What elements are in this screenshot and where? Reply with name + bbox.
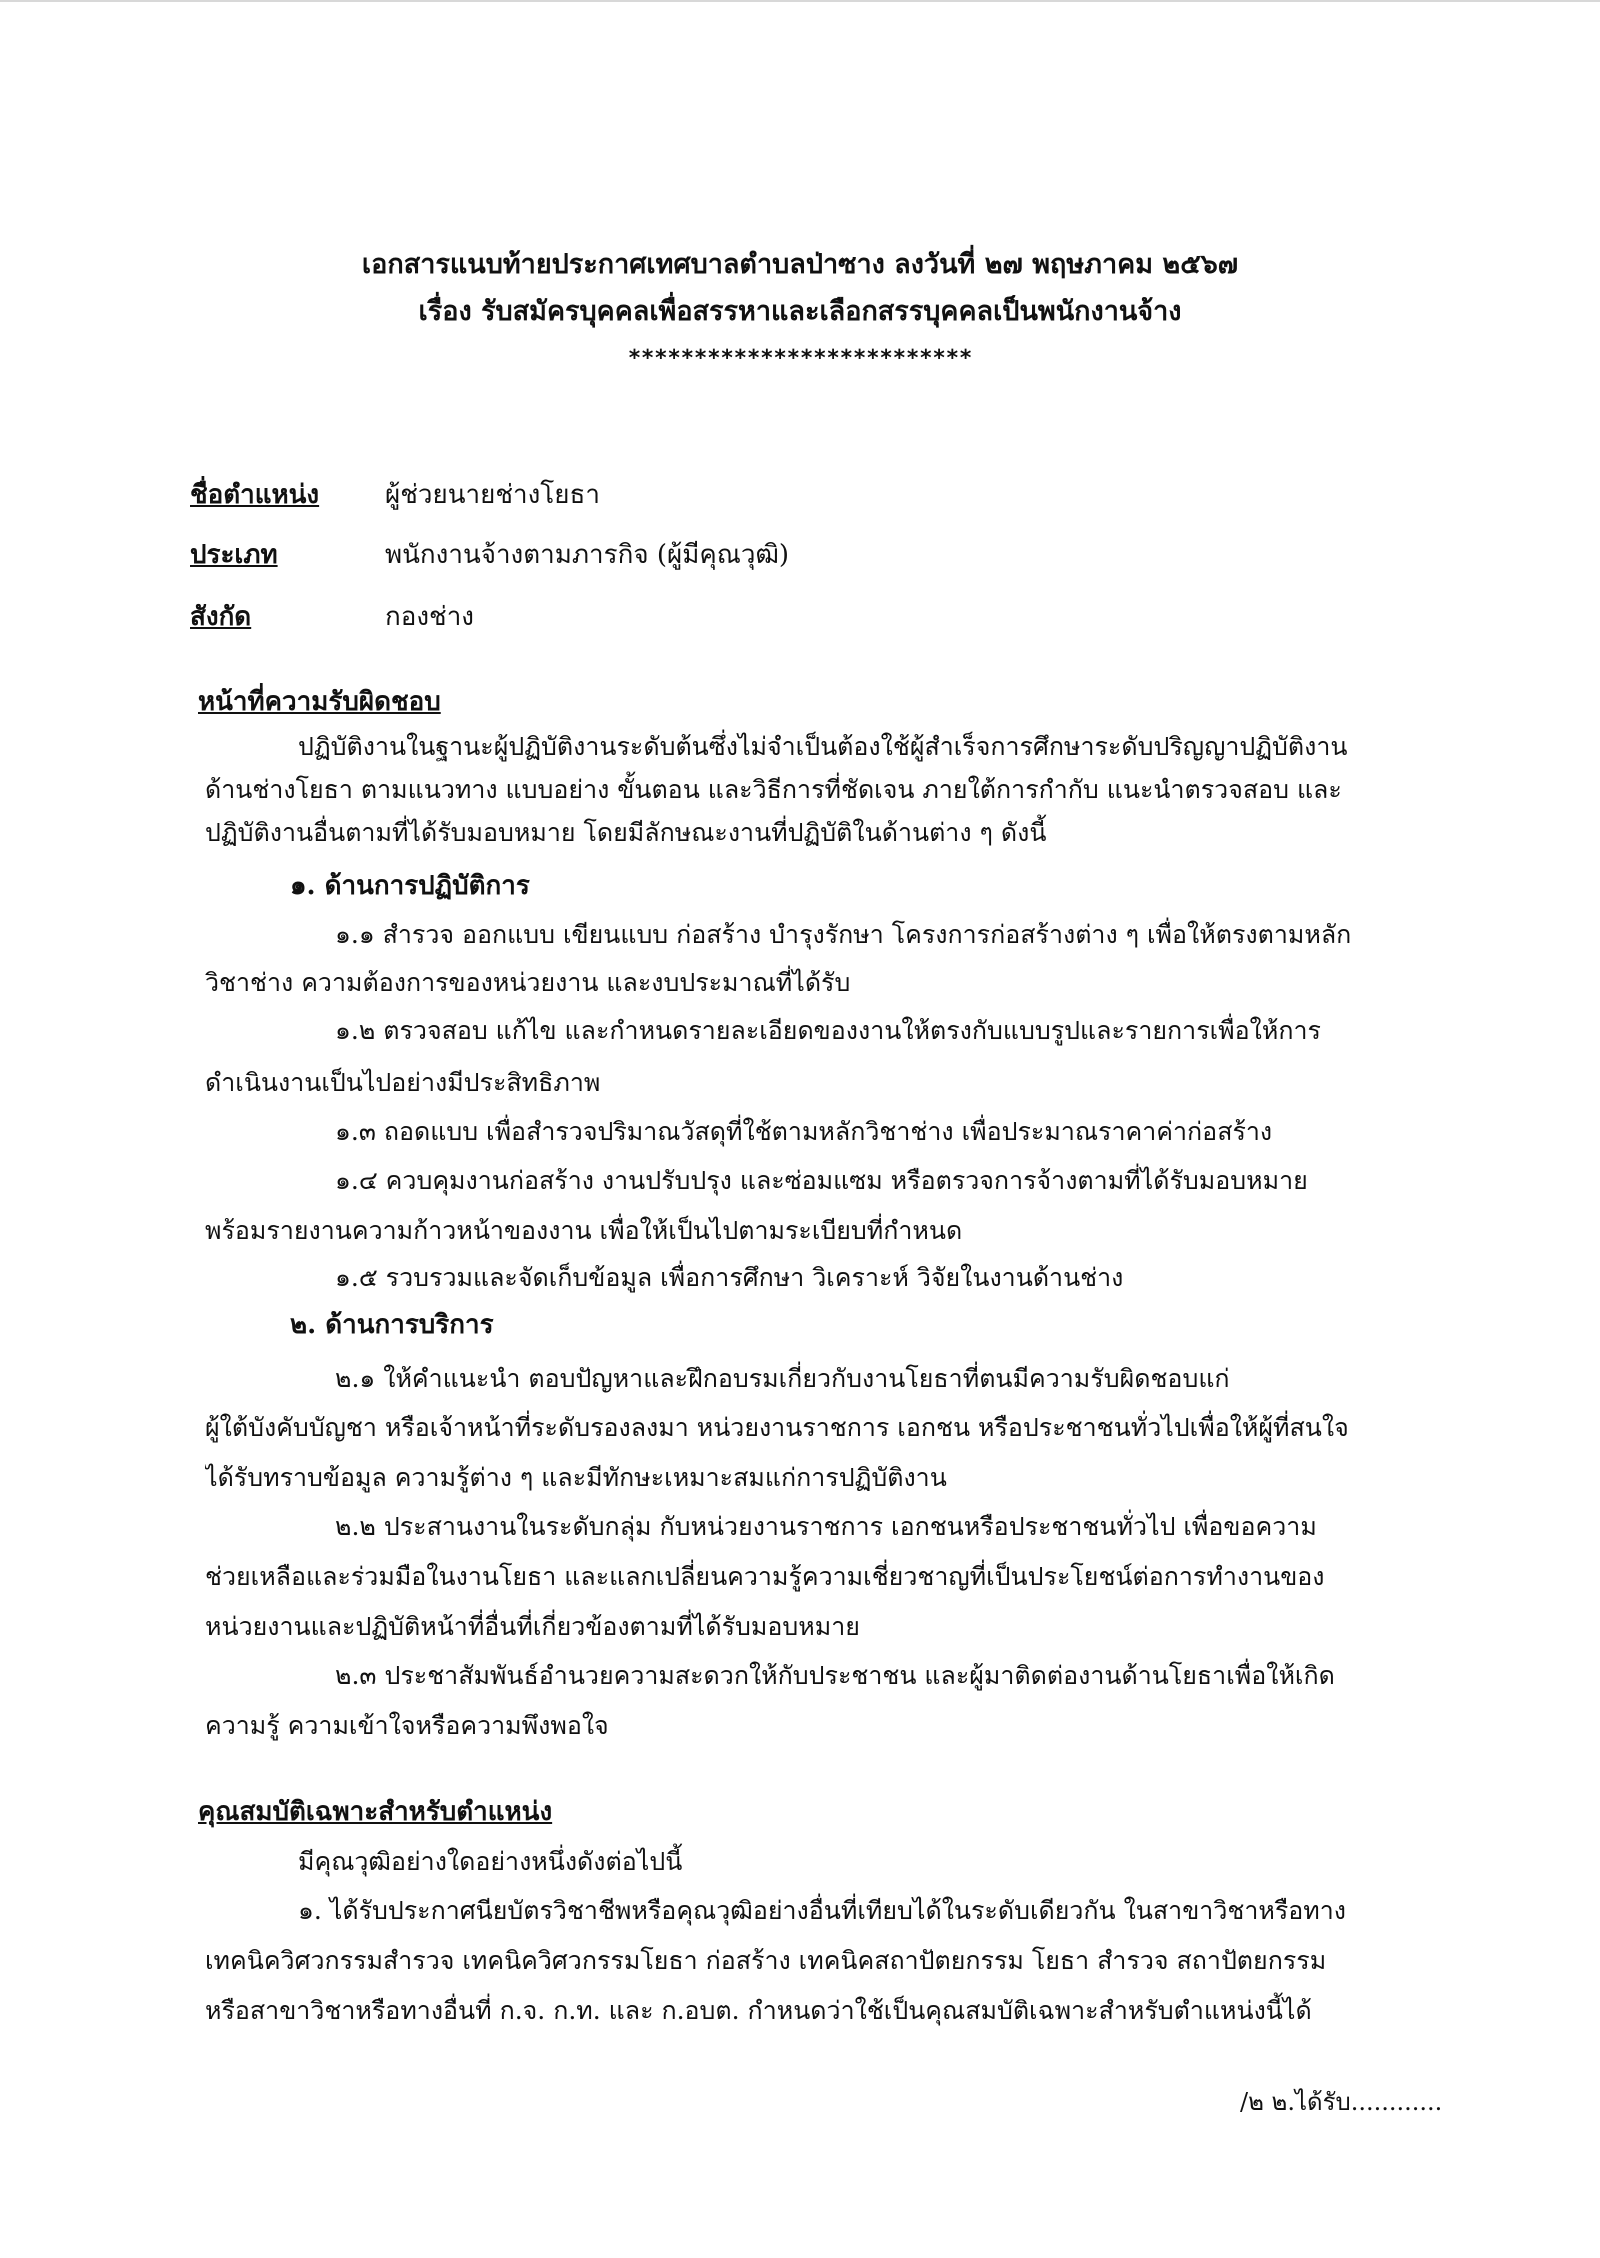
qualification-1-line: หรือสาขาวิชาหรือทางอื่นที่ ก.จ. ก.ท. และ ก.อบต. กำหนดว่าใช้เป็นคุณสมบัติเฉพาะสำหรับตำแหน่งนี้ได้ <box>205 1996 1312 2025</box>
affiliation-label: สังกัด <box>190 602 252 632</box>
duties-intro-line: ปฏิบัติงานอื่นตามที่ได้รับมอบหมาย โดยมีลักษณะงานที่ปฏิบัติในด้านต่าง ๆ ดังนี้ <box>205 818 1047 847</box>
item-2-1-line: ๒.๑ ให้คำแนะนำ ตอบปัญหาและฝึกอบรมเกี่ยวกับงานโยธาที่ตนมีความรับผิดชอบแก่ <box>335 1364 1230 1393</box>
document-title-line2: เรื่อง รับสมัครบุคคลเพื่อสรรหาและเลือกสรรบุคคลเป็นพนักงานจ้าง <box>418 296 1182 327</box>
item-1-1-line: ๑.๑ สำรวจ ออกแบบ เขียนแบบ ก่อสร้าง บำรุงรักษา โครงการก่อสร้างต่าง ๆ เพื่อให้ตรงตามหลัก <box>335 920 1352 949</box>
qualification-1-line: ๑. ได้รับประกาศนียบัตรวิชาชีพหรือคุณวุฒิอย่างอื่นที่เทียบได้ในระดับเดียวกัน ในสาขาวิชาหรือทาง <box>298 1896 1347 1925</box>
affiliation-value: กองช่าง <box>385 602 474 632</box>
duties-intro-line: ปฏิบัติงานในฐานะผู้ปฏิบัติงานระดับต้นซึ่งไม่จำเป็นต้องใช้ผู้สำเร็จการศึกษาระดับปริญญาปฏิบัติงาน <box>298 732 1348 761</box>
section1-title: ๑. ด้านการปฏิบัติการ <box>290 871 530 901</box>
item-2-3-line: ความรู้ ความเข้าใจหรือความพึงพอใจ <box>205 1711 609 1740</box>
item-1-2-line: ดำเนินงานเป็นไปอย่างมีประสิทธิภาพ <box>205 1068 601 1097</box>
item-2-2-line: หน่วยงานและปฏิบัติหน้าที่อื่นที่เกี่ยวข้องตามที่ได้รับมอบหมาย <box>205 1612 860 1641</box>
qualification-1-line: เทคนิควิศวกรรมสำรวจ เทคนิควิศวกรรมโยธา ก่อสร้าง เทคนิคสถาปัตยกรรม โยธา สำรวจ สถาปัตยกรรม <box>205 1946 1327 1975</box>
item-2-3-line: ๒.๓ ประชาสัมพันธ์อำนวยความสะดวกให้กับประชาชน และผู้มาติดต่องานด้านโยธาเพื่อให้เกิด <box>335 1661 1335 1690</box>
type-value: พนักงานจ้างตามภารกิจ (ผู้มีคุณวุฒิ) <box>385 540 790 570</box>
continuation-marker: /๒ ๒.ได้รับ............ <box>1240 2088 1443 2116</box>
type-label: ประเภท <box>190 540 278 570</box>
item-2-2-line: ๒.๒ ประสานงานในระดับกลุ่ม กับหน่วยงานราชการ เอกชนหรือประชาชนทั่วไป เพื่อขอความ <box>335 1512 1317 1541</box>
duties-heading: หน้าที่ความรับผิดชอบ <box>198 687 441 717</box>
section2-title: ๒. ด้านการบริการ <box>290 1310 494 1340</box>
item-1-3-line: ๑.๓ ถอดแบบ เพื่อสำรวจปริมาณวัสดุที่ใช้ตามหลักวิชาช่าง เพื่อประมาณราคาค่าก่อสร้าง <box>335 1117 1273 1146</box>
item-1-1-line: วิชาช่าง ความต้องการของหน่วยงาน และงบประมาณที่ได้รับ <box>205 968 851 997</box>
item-2-2-line: ช่วยเหลือและร่วมมือในงานโยธา และแลกเปลี่ยนความรู้ความเชี่ยวชาญที่เป็นประโยชน์ต่อการทำงานของ <box>205 1562 1325 1591</box>
duties-intro-line: ด้านช่างโยธา ตามแนวทาง แบบอย่าง ขั้นตอน และวิธีการที่ชัดเจน ภายใต้การกำกับ แนะนำตรวจสอบ และ <box>205 775 1342 804</box>
position-value: ผู้ช่วยนายช่างโยธา <box>385 480 600 510</box>
title-separator: ************************** <box>627 346 973 371</box>
item-2-1-line: ได้รับทราบข้อมูล ความรู้ต่าง ๆ และมีทักษะเหมาะสมแก่การปฏิบัติงาน <box>205 1463 947 1492</box>
qualifications-intro: มีคุณวุฒิอย่างใดอย่างหนึ่งดังต่อไปนี้ <box>298 1847 683 1876</box>
item-1-2-line: ๑.๒ ตรวจสอบ แก้ไข และกำหนดรายละเอียดของงานให้ตรงกับแบบรูปและรายการเพื่อให้การ <box>335 1016 1321 1045</box>
item-1-4-line: ๑.๔ ควบคุมงานก่อสร้าง งานปรับปรุง และซ่อมแซม หรือตรวจการจ้างตามที่ได้รับมอบหมาย <box>335 1166 1308 1195</box>
document-title-line1: เอกสารแนบท้ายประกาศเทศบาลตำบลป่าซาง ลงวันที่ ๒๗ พฤษภาคม ๒๕๖๗ <box>361 249 1239 280</box>
qualifications-heading: คุณสมบัติเฉพาะสำหรับตำแหน่ง <box>198 1797 553 1827</box>
item-1-4-line: พร้อมรายงานความก้าวหน้าของงาน เพื่อให้เป็นไปตามระเบียบที่กำหนด <box>205 1216 963 1245</box>
item-1-5-line: ๑.๕ รวบรวมและจัดเก็บข้อมูล เพื่อการศึกษา วิเคราะห์ วิจัยในงานด้านช่าง <box>335 1263 1124 1292</box>
item-2-1-line: ผู้ใต้บังคับบัญชา หรือเจ้าหน้าที่ระดับรองลงมา หน่วยงานราชการ เอกชน หรือประชาชนทั่วไปเพื่อให้ผู้ที่สนใจ <box>205 1413 1349 1442</box>
position-label: ชื่อตำแหน่ง <box>190 480 320 510</box>
